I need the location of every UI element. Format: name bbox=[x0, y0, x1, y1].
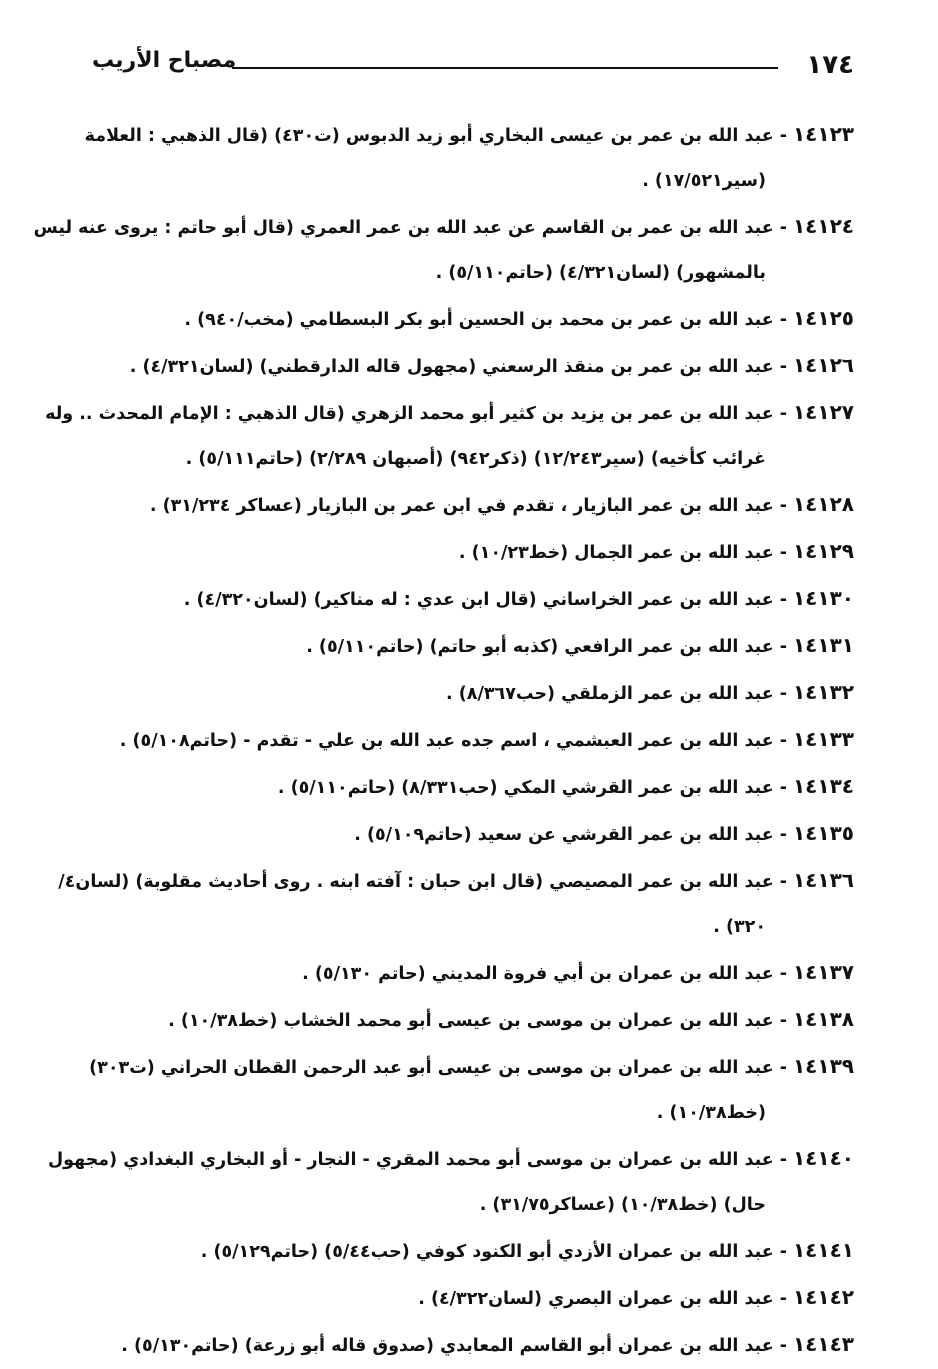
entry-dash: - bbox=[779, 731, 787, 751]
entry-number: ١٤١٢٩ bbox=[792, 539, 854, 563]
entry-text: عبد الله بن عمران بن موسى بن عيسى أبو محمد الخشاب (خط١٠/٣٨) . bbox=[168, 1011, 774, 1031]
entry-dash: - bbox=[779, 310, 787, 330]
entry-number: ١٤١٢٦ bbox=[792, 353, 854, 377]
entry-continuation: بالمشهور) (لسان٤/٣٢١) (حاتم٥/١١٠) . bbox=[435, 263, 766, 283]
page-header bbox=[92, 44, 854, 84]
entry-number: ١٤١٣٠ bbox=[792, 586, 854, 610]
entry-number: ١٤١٤١ bbox=[792, 1238, 854, 1262]
entry-text: عبد الله بن عمر الخراساني (قال ابن عدي : له مناكير) (لسان٤/٣٢٠) . bbox=[183, 590, 774, 610]
entry-number: ١٤١٣١ bbox=[792, 633, 854, 657]
entry-line bbox=[88, 997, 854, 1044]
entry-text: عبد الله بن عمران بن أبي فروة المديني (حاتم ٥/١٣٠) . bbox=[302, 964, 774, 984]
entry-line bbox=[88, 296, 854, 343]
entry-line bbox=[88, 576, 854, 623]
entry-line bbox=[45, 390, 854, 437]
entry-line bbox=[88, 670, 854, 717]
entry-line bbox=[88, 1228, 854, 1275]
running-title: مصباح الأريب bbox=[92, 48, 237, 73]
entry-line bbox=[58, 858, 854, 905]
entry-continuation: ٣٢٠) . bbox=[713, 917, 766, 937]
entry-line bbox=[88, 529, 854, 576]
entry-line bbox=[88, 764, 854, 811]
entry-line bbox=[84, 112, 854, 159]
entry-dash: - bbox=[779, 218, 787, 238]
entry-text: عبد الله بن عمران البصري (لسان٤/٣٢٢) . bbox=[418, 1289, 774, 1309]
entry-line bbox=[88, 717, 854, 764]
entry-number: ١٤١٢٤ bbox=[792, 214, 854, 238]
entry-text: عبد الله بن عمر المصيصي (قال ابن حبان : آفته ابنه . روى أحاديث مقلوبة) (لسان٤/ bbox=[58, 872, 774, 892]
entry-continuation: (سير١٧/٥٢١) . bbox=[642, 171, 766, 191]
entry-continuation: غرائب كأخيه) (سير١٢/٢٤٣) (ذكر٩٤٢) (أصبهان ٢/٢٨٩) (حاتم٥/١١١) . bbox=[185, 449, 766, 469]
entry-number: ١٤١٢٧ bbox=[792, 400, 854, 424]
entry-number: ١٤١٤٣ bbox=[792, 1332, 854, 1356]
entry-text: عبد الله بن عمر القرشي عن سعيد (حاتم٥/١٠٩) . bbox=[354, 825, 774, 845]
entry-line bbox=[88, 1044, 854, 1091]
entry-dash: - bbox=[779, 590, 787, 610]
entries-list bbox=[33, 112, 854, 1369]
entry-text: عبد الله بن عمر الجمال (خط١٠/٢٣) . bbox=[458, 543, 774, 563]
entry-line bbox=[88, 1275, 854, 1322]
entry-dash: - bbox=[779, 1058, 787, 1078]
entry-dash: - bbox=[779, 543, 787, 563]
entry-number: ١٤١٣٧ bbox=[792, 960, 854, 984]
entry-dash: - bbox=[779, 1289, 787, 1309]
entry-text: عبد الله بن عمر العبشمي ، اسم جده عبد الله بن علي - تقدم - (حاتم٥/١٠٨) . bbox=[119, 731, 774, 751]
entry-text: عبد الله بن عمر بن يزيد بن كثير أبو محمد الزهري (قال الذهبي : الإمام المحدث .. وله bbox=[45, 404, 774, 424]
entry-text: عبد الله بن عمر بن منقذ الرسعني (مجهول قاله الدارقطني) (لسان٤/٣٢١) . bbox=[129, 357, 774, 377]
entry-text: عبد الله بن عمر القرشي المكي (حب٨/٣٣١) (حاتم٥/١١٠) . bbox=[277, 778, 774, 798]
entry-text: عبد الله بن عمران بن موسى بن عيسى أبو عبد الرحمن القطان الحراني (ت٣٠٣) bbox=[89, 1058, 774, 1078]
entry-dash: - bbox=[779, 404, 787, 424]
entry-number: ١٤١٣٩ bbox=[792, 1054, 854, 1078]
entry-dash: - bbox=[779, 637, 787, 657]
entry-number: ١٤١٣٤ bbox=[792, 774, 854, 798]
entry-line bbox=[88, 950, 854, 997]
entry-number: ١٤١٢٥ bbox=[792, 306, 854, 330]
entry-number: ١٤١٤٢ bbox=[792, 1285, 854, 1309]
entry-number: ١٤١٣٢ bbox=[792, 680, 854, 704]
entry-dash: - bbox=[779, 778, 787, 798]
entry-line bbox=[88, 1322, 854, 1369]
entry-text: عبد الله بن عمر بن عيسى البخاري أبو زيد الدبوس (ت٤٣٠) (قال الذهبي : العلامة bbox=[84, 126, 774, 146]
header-rule bbox=[232, 67, 778, 69]
entry-text: عبد الله بن عمران بن موسى أبو محمد المقري - النجار - أو البخاري البغدادي (مجهول bbox=[47, 1150, 774, 1170]
entry-line bbox=[33, 204, 854, 251]
entry-text: عبد الله بن عمر الزملقي (حب٨/٣٦٧) . bbox=[446, 684, 774, 704]
entry-dash: - bbox=[779, 684, 787, 704]
entry-dash: - bbox=[779, 496, 787, 516]
entry-text: عبد الله بن عمر الرافعي (كذبه أبو حاتم) (حاتم٥/١١٠) . bbox=[306, 637, 774, 657]
entry-text: عبد الله بن عمران الأزدي أبو الكنود كوفي (حب٥/٤٤) (حاتم٥/١٢٩) . bbox=[200, 1242, 774, 1262]
entry-line bbox=[47, 1136, 854, 1183]
entry-text: عبد الله بن عمران أبو القاسم المعابدي (صدوق قاله أبو زرعة) (حاتم٥/١٣٠) . bbox=[121, 1336, 774, 1356]
entry-dash: - bbox=[779, 1242, 787, 1262]
entry-text: عبد الله بن عمر البازيار ، تقدم في ابن عمر بن البازيار (عساكر ٣١/٢٣٤) . bbox=[149, 496, 774, 516]
entry-text: عبد الله بن عمر بن محمد بن الحسين أبو بكر البسطامي (مخب/٩٤٠) . bbox=[184, 310, 774, 330]
entry-text: عبد الله بن عمر بن القاسم عن عبد الله بن عمر العمري (قال أبو حاتم : يروى عنه ليس bbox=[33, 218, 774, 238]
entry-number: ١٤١٢٣ bbox=[792, 122, 854, 146]
entry-continuation: حال) (خط١٠/٣٨) (عساكر٣١/٧٥) . bbox=[479, 1195, 766, 1215]
entry-line bbox=[88, 623, 854, 670]
entry-dash: - bbox=[779, 357, 787, 377]
entry-number: ١٤١٤٠ bbox=[792, 1146, 854, 1170]
entry-number: ١٤١٢٨ bbox=[792, 492, 854, 516]
page-number: ١٧٤ bbox=[806, 50, 854, 80]
entry-dash: - bbox=[779, 964, 787, 984]
entry-line bbox=[88, 343, 854, 390]
entry-dash: - bbox=[779, 825, 787, 845]
entry-dash: - bbox=[779, 1150, 787, 1170]
entry-dash: - bbox=[779, 1336, 787, 1356]
entry-dash: - bbox=[779, 1011, 787, 1031]
entry-line bbox=[88, 482, 854, 529]
entry-dash: - bbox=[779, 872, 787, 892]
entry-number: ١٤١٣٥ bbox=[792, 821, 854, 845]
entry-number: ١٤١٣٨ bbox=[792, 1007, 854, 1031]
entry-line bbox=[88, 811, 854, 858]
entry-number: ١٤١٣٣ bbox=[792, 727, 854, 751]
entry-continuation: (خط١٠/٣٨) . bbox=[656, 1103, 766, 1123]
entry-dash: - bbox=[779, 126, 787, 146]
entry-number: ١٤١٣٦ bbox=[792, 868, 854, 892]
